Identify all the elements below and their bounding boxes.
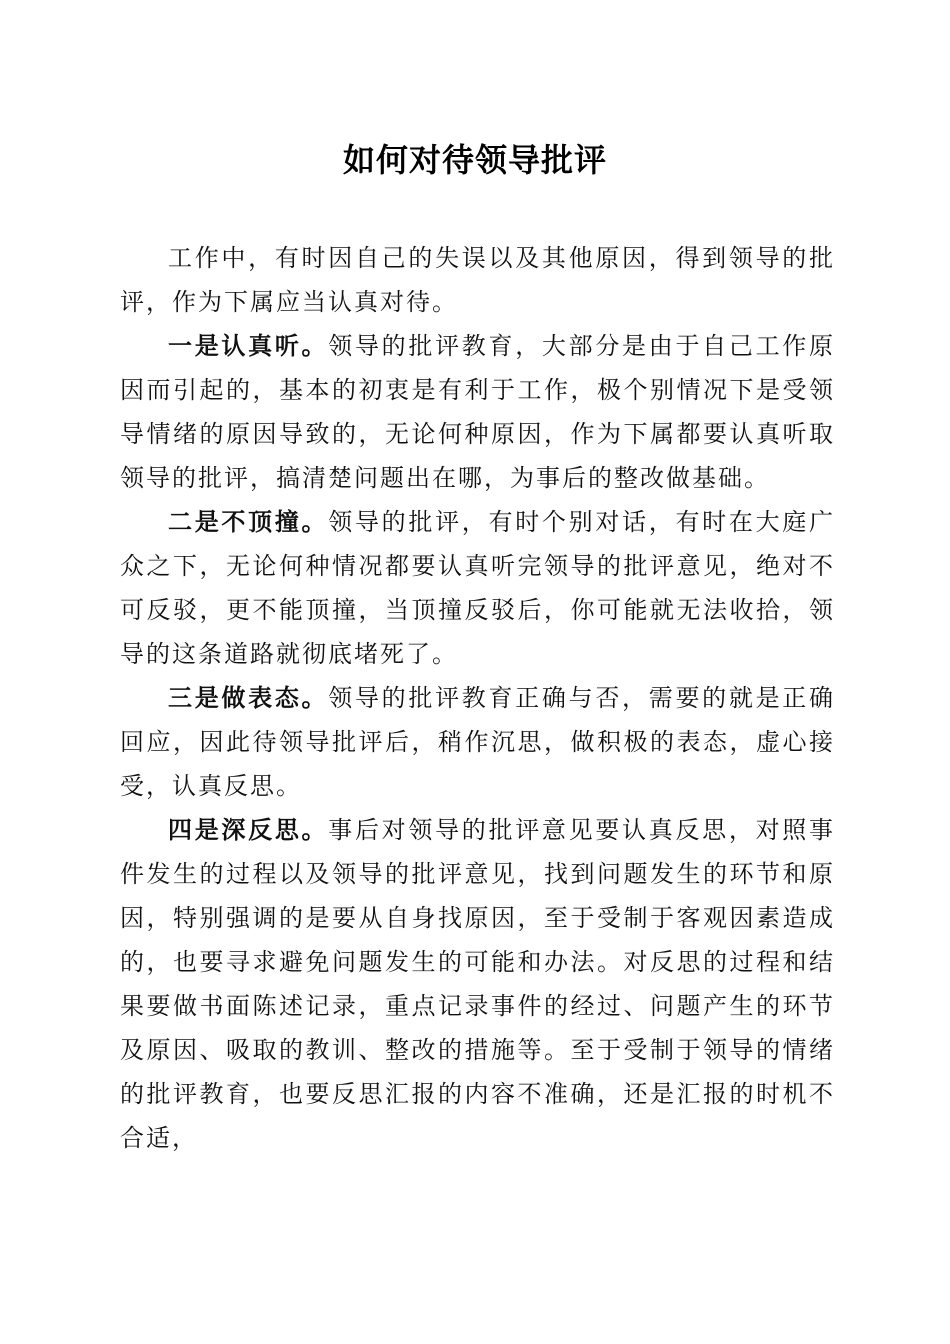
section-paragraph-3	[120, 676, 835, 808]
section-text-2: 领导的批评，有时个别对话，有时在大庭广众之下，无论何种情况都要认真听完领导的批评意见，绝对不可反驳，更不能顶撞，当顶撞反驳后，你可能就无法收拾，领导的这条道路就彻底堵死了。	[120, 508, 835, 668]
document-title: 如何对待领导批评	[342, 141, 607, 179]
section-paragraph-2	[120, 500, 835, 676]
section-paragraph-1	[120, 324, 835, 500]
section-text-4: 事后对领导的批评意见要认真反思，对照事件发生的过程以及领导的批评意见，找到问题发生的环节和原因，特别强调的是要从自身找原因，至于受制于客观因素造成的，也要寻求避免问题发生的可能和办法。对反思的过程和结果要做书面陈述记录，重点记录事件的经过、问题产生的环节及原因、吸取的教训、整改的措施等。至于受制于领导的情绪的批评教育，也要反思汇报的内容不准确，还是汇报的时机不合适，	[120, 816, 835, 1152]
section-lead-1: 一是认真听。	[168, 331, 329, 360]
section-lead-3: 三是做表态。	[168, 683, 329, 712]
section-lead-2: 二是不顶撞。	[168, 507, 329, 536]
section-lead-4: 四是深反思。	[168, 815, 329, 844]
section-text-1: 领导的批评教育，大部分是由于自己工作原因而引起的，基本的初衷是有利于工作，极个别情况下是受领导情绪的原因导致的，无论何种原因，作为下属都要认真听取领导的批评，搞清楚问题出在哪，为事后的整改做基础。	[120, 332, 835, 492]
intro-paragraph: 工作中，有时因自己的失误以及其他原因，得到领导的批评，作为下属应当认真对待。	[120, 244, 835, 316]
section-text-3: 领导的批评教育正确与否，需要的就是正确回应，因此待领导批评后，稍作沉思，做积极的表态，虚心接受，认真反思。	[120, 684, 835, 800]
document-body	[120, 236, 835, 1160]
section-paragraph-4	[120, 808, 835, 1160]
